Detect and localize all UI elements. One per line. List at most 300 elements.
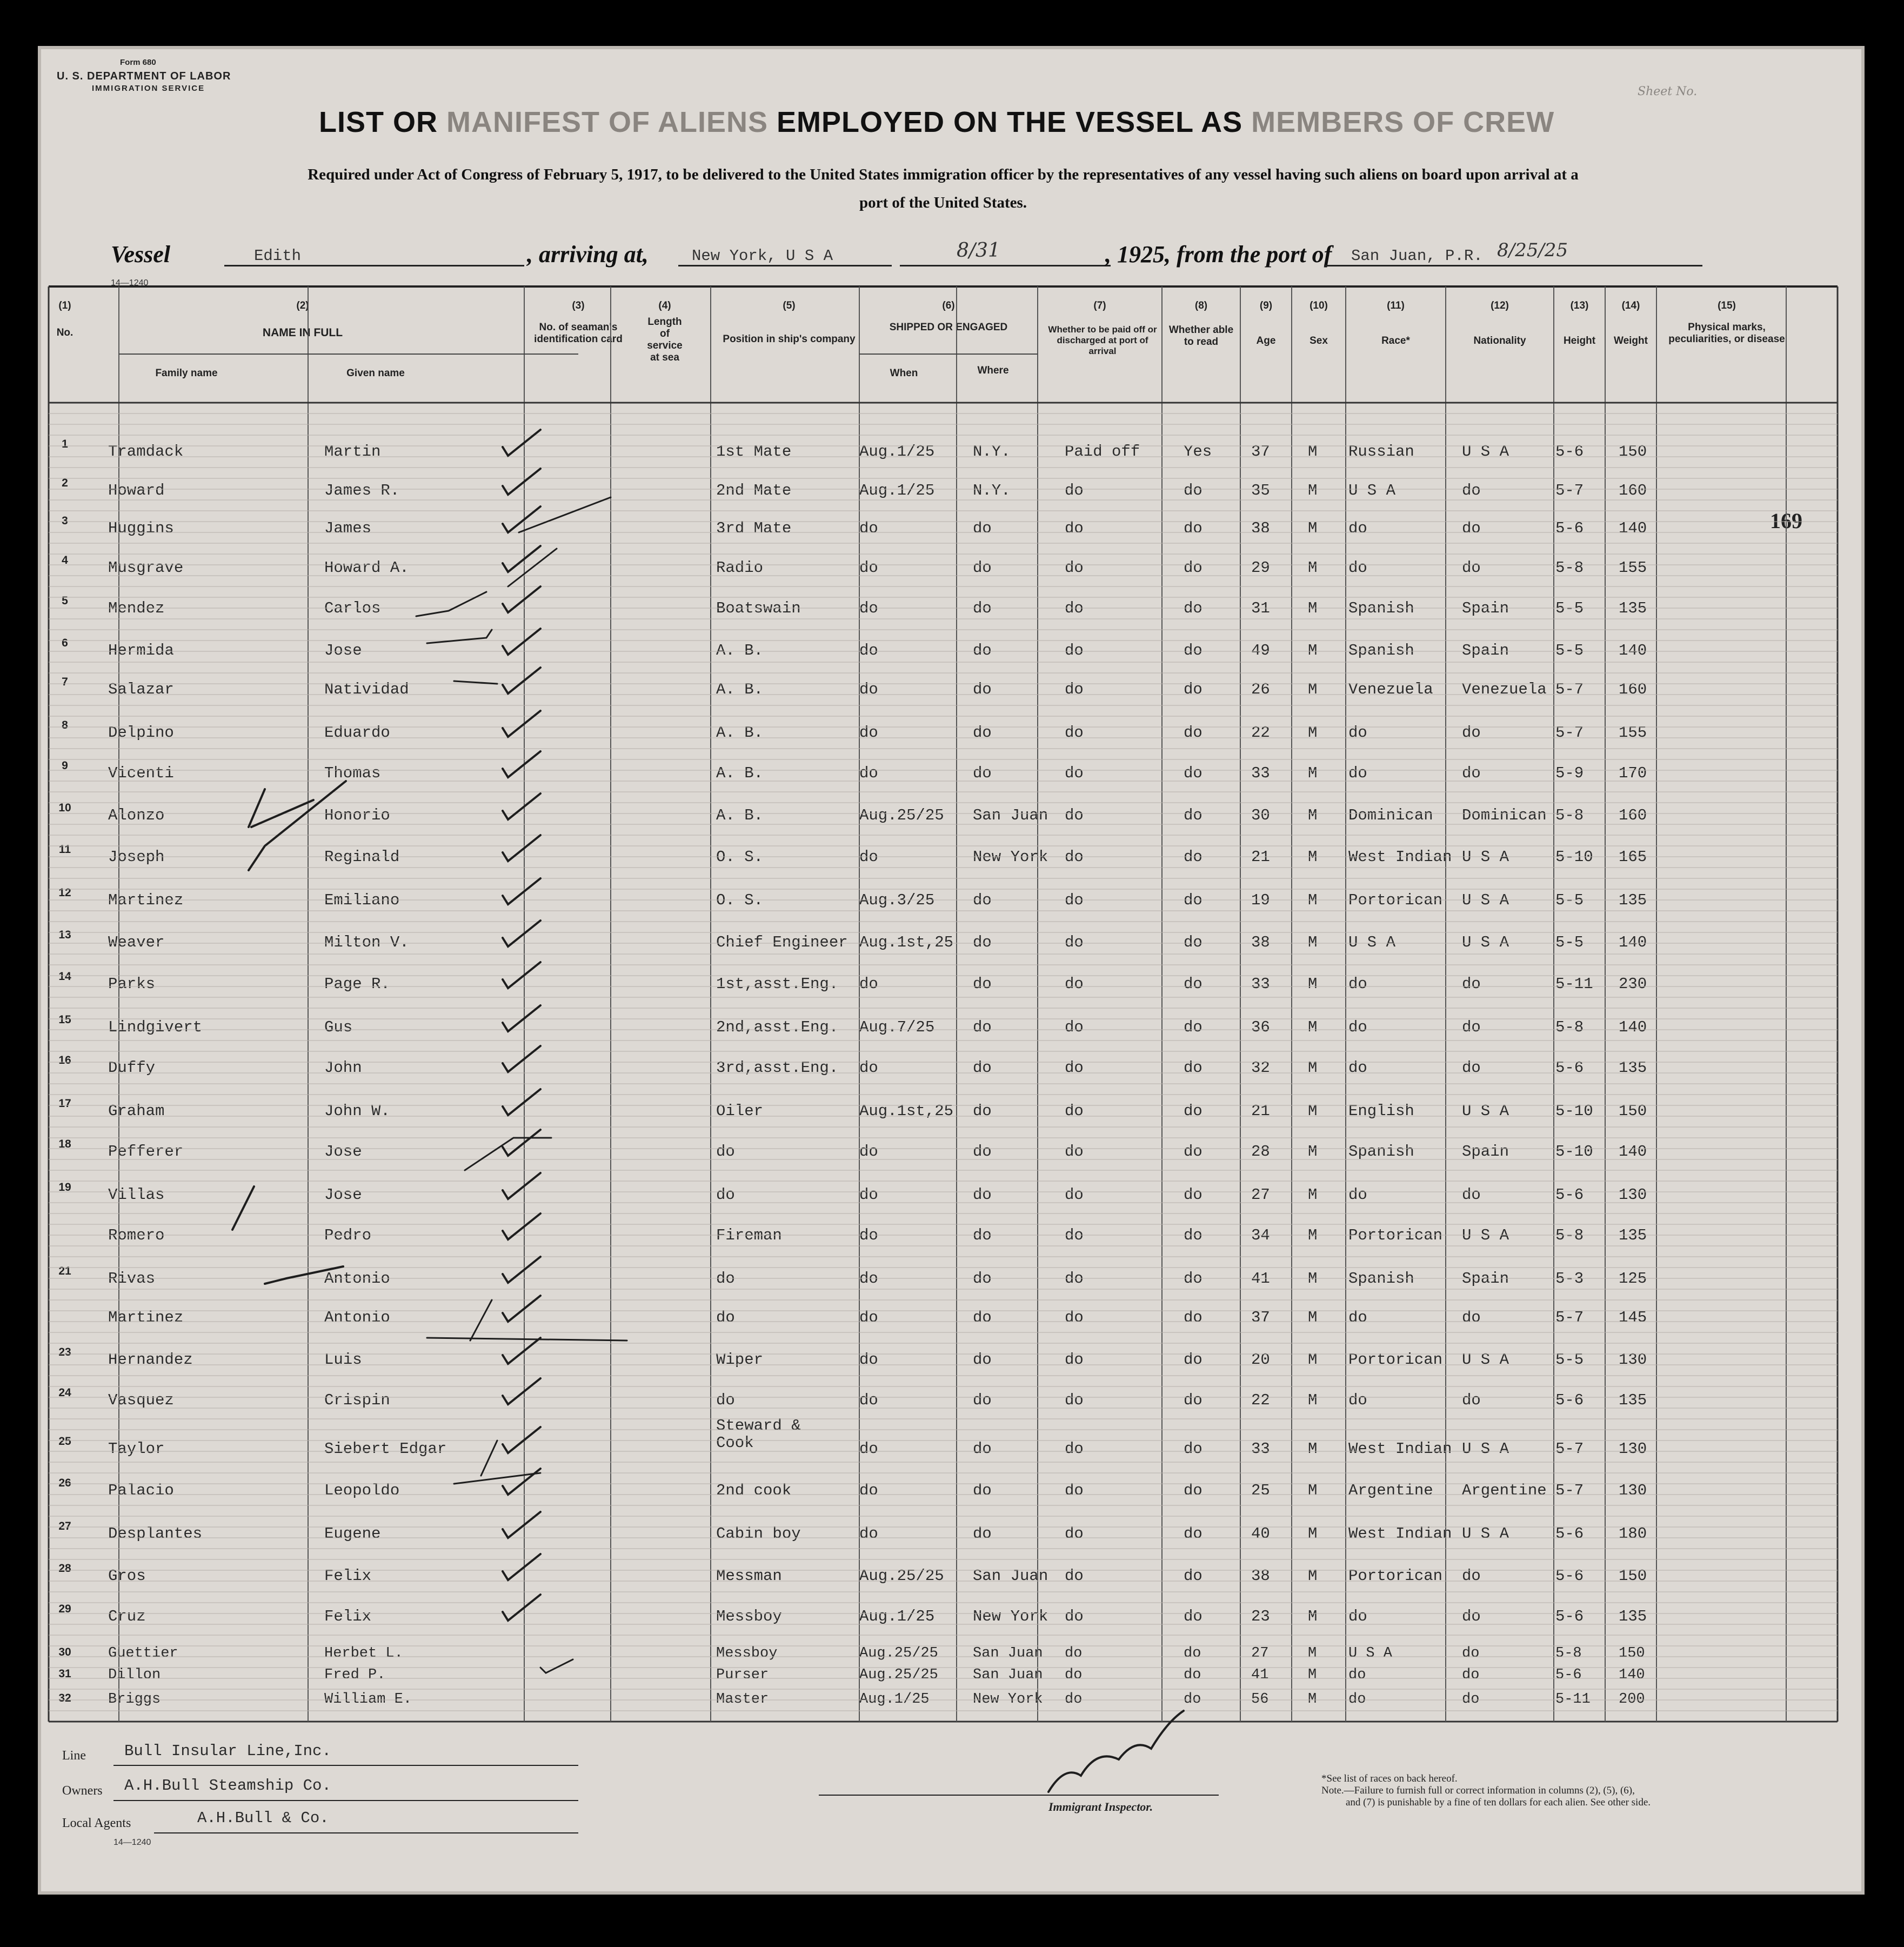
cell-age: 21 xyxy=(1251,1102,1270,1120)
cell-paid: Paid off xyxy=(1065,443,1140,461)
cell-sex: M xyxy=(1308,1143,1318,1161)
cell-paid: do xyxy=(1065,1525,1084,1543)
cell-read: do xyxy=(1184,1059,1202,1077)
checkmark-icon xyxy=(503,668,540,694)
cell-sex: M xyxy=(1308,1018,1318,1036)
cell-paid: do xyxy=(1065,642,1084,659)
cell-given: Martin xyxy=(324,443,381,461)
cell-nationality: do xyxy=(1462,1667,1480,1683)
col-2-family: Family name xyxy=(155,368,218,379)
row-number: 25 xyxy=(58,1435,71,1448)
cell-height: 5-8 xyxy=(1555,1645,1582,1662)
cell-position: Messman xyxy=(716,1567,782,1585)
cell-when: Aug.1/25 xyxy=(859,443,935,461)
cell-given: James xyxy=(324,519,372,537)
cell-nationality: U S A xyxy=(1462,1525,1509,1543)
cell-given: Felix xyxy=(324,1567,372,1585)
cell-nationality: U S A xyxy=(1462,443,1509,461)
cell-given: Antonio xyxy=(324,1309,390,1326)
cell-height: 5-6 xyxy=(1555,1567,1584,1585)
cell-paid: do xyxy=(1065,891,1084,909)
cell-paid: do xyxy=(1065,1186,1084,1204)
cell-weight: 135 xyxy=(1619,891,1647,909)
cell-weight: 200 xyxy=(1619,1691,1645,1708)
year-label: , 1925, from the port of xyxy=(1105,241,1332,268)
col-7-label: Whether to be paid off or discharged at port of arrival xyxy=(1048,324,1157,356)
cell-where: do xyxy=(973,642,992,659)
cell-race: Russian xyxy=(1348,443,1414,461)
cell-sex: M xyxy=(1308,1691,1317,1708)
cell-read: do xyxy=(1184,519,1202,537)
cell-age: 49 xyxy=(1251,642,1270,659)
cell-read: do xyxy=(1184,1186,1202,1204)
cell-where: N.Y. xyxy=(973,482,1011,499)
cell-given: Pedro xyxy=(324,1226,372,1244)
cell-given: William E. xyxy=(324,1691,412,1708)
row-number: 23 xyxy=(58,1346,71,1358)
cell-sex: M xyxy=(1308,1186,1318,1204)
cell-race: English xyxy=(1348,1102,1414,1120)
cell-height: 5-6 xyxy=(1555,1186,1584,1204)
cell-read: do xyxy=(1184,1351,1202,1369)
cell-race: do xyxy=(1348,1667,1366,1683)
form-code-bottom: 14—1240 xyxy=(113,1838,151,1847)
row-number: 17 xyxy=(58,1097,71,1110)
cell-nationality: do xyxy=(1462,724,1481,742)
cell-position: Purser xyxy=(716,1667,769,1683)
footnote-line-3: and (7) is punishable by a fine of ten dollars for each alien. See other side. xyxy=(1346,1797,1651,1808)
cell-given: Leopoldo xyxy=(324,1482,400,1499)
cell-height: 5-9 xyxy=(1555,764,1584,782)
checkmark-icon xyxy=(503,1046,540,1072)
cell-nationality: do xyxy=(1462,1645,1480,1662)
cell-position: 2nd cook xyxy=(716,1482,792,1499)
cell-paid: do xyxy=(1065,1018,1084,1036)
cell-where: San Juan xyxy=(973,1567,1048,1585)
col-9-label: Age xyxy=(1256,335,1276,346)
cell-height: 5-5 xyxy=(1555,599,1584,617)
cell-where: do xyxy=(973,1309,992,1326)
cell-given: Thomas xyxy=(324,764,381,782)
cell-where: do xyxy=(973,1525,992,1543)
cell-height: 5-8 xyxy=(1555,1018,1584,1036)
cell-sex: M xyxy=(1308,482,1318,499)
cell-where: do xyxy=(973,1440,992,1458)
col-1-label: No. xyxy=(56,327,74,338)
requirement-line-2: port of the United States. xyxy=(859,194,1027,211)
cell-when: do xyxy=(859,1226,878,1244)
cell-when: do xyxy=(859,1482,878,1499)
cell-where: do xyxy=(973,1270,992,1288)
cell-given: Page R. xyxy=(324,975,390,993)
from-port: San Juan, P.R. xyxy=(1351,247,1483,265)
form-number: Form 680 xyxy=(120,58,156,67)
cell-when: do xyxy=(859,1525,878,1543)
cell-nationality: Spain xyxy=(1462,642,1509,659)
cell-position: A. B. xyxy=(716,806,764,824)
cell-position: Radio xyxy=(716,559,764,577)
cell-family: Musgrave xyxy=(108,559,184,577)
cell-family: Duffy xyxy=(108,1059,156,1077)
cell-weight: 135 xyxy=(1619,599,1647,617)
cell-position: Master xyxy=(716,1691,769,1708)
cell-where: do xyxy=(973,1351,992,1369)
cell-family: Parks xyxy=(108,975,156,993)
cell-given: Jose xyxy=(324,1186,362,1204)
cell-sex: M xyxy=(1308,1440,1318,1458)
checkmark-icon xyxy=(503,1427,540,1453)
cell-sex: M xyxy=(1308,1391,1318,1409)
cell-paid: do xyxy=(1065,681,1084,698)
cell-weight: 135 xyxy=(1619,1059,1647,1077)
cell-position: A. B. xyxy=(716,724,764,742)
cell-family: Vasquez xyxy=(108,1391,174,1409)
cell-height: 5-10 xyxy=(1555,1102,1593,1120)
row-number: 15 xyxy=(58,1013,71,1026)
row-number: 3 xyxy=(62,515,68,527)
checkmark-icon xyxy=(503,1595,540,1621)
cell-family: Romero xyxy=(108,1226,165,1244)
cell-nationality: do xyxy=(1462,1018,1481,1036)
cell-family: Guettier xyxy=(108,1645,178,1662)
checkmark-icon xyxy=(503,711,540,737)
cell-sex: M xyxy=(1308,848,1318,866)
checkmark-icon xyxy=(503,586,540,612)
cell-sex: M xyxy=(1308,1482,1318,1499)
col-11-label: Race* xyxy=(1381,335,1410,346)
cell-read: do xyxy=(1184,1309,1202,1326)
cell-weight: 155 xyxy=(1619,559,1647,577)
cell-race: Portorican xyxy=(1348,891,1443,909)
cell-family: Weaver xyxy=(108,934,165,951)
cell-read: do xyxy=(1184,806,1202,824)
cell-age: 27 xyxy=(1251,1186,1270,1204)
cell-position: A. B. xyxy=(716,642,764,659)
checkmark-icon xyxy=(503,1213,540,1239)
checkmark-icon xyxy=(503,962,540,988)
cell-race: Portorican xyxy=(1348,1567,1443,1585)
cell-nationality: do xyxy=(1462,1608,1481,1625)
cell-where: do xyxy=(973,975,992,993)
cell-read: do xyxy=(1184,681,1202,698)
cell-paid: do xyxy=(1065,599,1084,617)
cell-family: Martinez xyxy=(108,891,184,909)
row-number: 27 xyxy=(58,1520,71,1532)
cell-height: 5-10 xyxy=(1555,848,1593,866)
cell-position: Fireman xyxy=(716,1226,782,1244)
cell-paid: do xyxy=(1065,1691,1083,1708)
cell-sex: M xyxy=(1308,1309,1318,1326)
cell-race: U S A xyxy=(1348,934,1396,951)
cell-read: do xyxy=(1184,1102,1202,1120)
cell-read: do xyxy=(1184,724,1202,742)
cell-read: do xyxy=(1184,1440,1202,1458)
manifest-sheet xyxy=(38,46,1865,1895)
cell-given: Siebert Edgar xyxy=(324,1440,447,1458)
cell-nationality: U S A xyxy=(1462,891,1509,909)
cell-sex: M xyxy=(1308,681,1318,698)
cell-where: do xyxy=(973,1226,992,1244)
cell-paid: do xyxy=(1065,1226,1084,1244)
cell-height: 5-3 xyxy=(1555,1270,1584,1288)
cell-when: do xyxy=(859,1186,878,1204)
cell-read: do xyxy=(1184,1018,1202,1036)
col-6-label: SHIPPED OR ENGAGED xyxy=(889,322,1008,333)
row-number: 21 xyxy=(58,1265,71,1277)
pen-stroke xyxy=(416,592,486,616)
cell-when: Aug.25/25 xyxy=(859,1667,938,1683)
cell-read: Yes xyxy=(1184,443,1212,461)
cell-when: Aug.1/25 xyxy=(859,482,935,499)
row-number: 31 xyxy=(58,1668,71,1680)
cell-weight: 140 xyxy=(1619,1143,1647,1161)
cell-weight: 140 xyxy=(1619,1667,1645,1683)
cell-family: Pefferer xyxy=(108,1143,184,1161)
cell-age: 30 xyxy=(1251,806,1270,824)
cell-when: Aug.7/25 xyxy=(859,1018,935,1036)
cell-sex: M xyxy=(1308,1102,1318,1120)
cell-age: 35 xyxy=(1251,482,1270,499)
footnote-line-2: Note.—Failure to furnish full or correct information in columns (2), (5), (6), xyxy=(1321,1785,1635,1796)
row-number: 2 xyxy=(62,477,68,489)
cell-height: 5-8 xyxy=(1555,559,1584,577)
cell-age: 23 xyxy=(1251,1608,1270,1625)
cell-height: 5-5 xyxy=(1555,642,1584,659)
cell-nationality: do xyxy=(1462,1391,1481,1409)
cell-read: do xyxy=(1184,1608,1202,1625)
checkmark-icon xyxy=(265,1266,343,1284)
row-number: 28 xyxy=(58,1562,71,1575)
cell-sex: M xyxy=(1308,642,1318,659)
cell-where: New York xyxy=(973,1608,1048,1625)
arrival-date: 8/31 xyxy=(957,239,1000,262)
requirement-line-1: Required under Act of Congress of February 5, 1917, to be delivered to the United States immigration officer by the representatives of any vessel having such aliens on board upon arrival at a xyxy=(308,166,1579,183)
cell-height: 5-7 xyxy=(1555,482,1584,499)
cell-when: do xyxy=(859,1143,878,1161)
cell-height: 5-11 xyxy=(1555,1691,1591,1708)
cell-where: do xyxy=(973,1059,992,1077)
cell-weight: 145 xyxy=(1619,1309,1647,1326)
cell-family: Huggins xyxy=(108,519,174,537)
cell-when: Aug.1st,25 xyxy=(859,1102,954,1120)
cell-nationality: U S A xyxy=(1462,1351,1509,1369)
cell-nationality: Spain xyxy=(1462,599,1509,617)
cell-weight: 230 xyxy=(1619,975,1647,993)
cell-race: do xyxy=(1348,1018,1367,1036)
cell-position: 2nd,asst.Eng. xyxy=(716,1018,839,1036)
cell-when: do xyxy=(859,519,878,537)
row-number: 9 xyxy=(62,759,68,772)
cell-read: do xyxy=(1184,642,1202,659)
cell-position: do xyxy=(716,1143,735,1161)
cell-paid: do xyxy=(1065,1102,1084,1120)
cell-race: Spanish xyxy=(1348,642,1414,659)
cell-paid: do xyxy=(1065,806,1084,824)
cell-nationality: U S A xyxy=(1462,1102,1509,1120)
cell-read: do xyxy=(1184,1567,1202,1585)
cell-given: John W. xyxy=(324,1102,390,1120)
cell-position: do xyxy=(716,1391,735,1409)
cell-sex: M xyxy=(1308,891,1318,909)
cell-paid: do xyxy=(1065,1667,1083,1683)
col-14-num: (14) xyxy=(1621,300,1640,311)
cell-race: do xyxy=(1348,559,1367,577)
row-number: 10 xyxy=(58,802,71,814)
col-5-num: (5) xyxy=(783,300,796,311)
checkmark-icon xyxy=(503,751,540,777)
cell-race: Dominican xyxy=(1348,806,1433,824)
cell-position: Chief Engineer xyxy=(716,934,848,951)
stamp-number: 169 xyxy=(1770,509,1802,533)
cell-position: A. B. xyxy=(716,764,764,782)
cell-nationality: do xyxy=(1462,1567,1481,1585)
cell-when: Aug.25/25 xyxy=(859,1645,938,1662)
cell-age: 28 xyxy=(1251,1143,1270,1161)
arriving-label: , arriving at, xyxy=(527,241,649,268)
col-13-num: (13) xyxy=(1570,300,1589,311)
cell-paid: do xyxy=(1065,1440,1084,1458)
cell-age: 33 xyxy=(1251,975,1270,993)
cell-height: 5-5 xyxy=(1555,1351,1584,1369)
row-number: 32 xyxy=(58,1692,71,1704)
row-number: 14 xyxy=(58,970,71,983)
cell-read: do xyxy=(1184,482,1202,499)
cell-age: 38 xyxy=(1251,1567,1270,1585)
cell-where: do xyxy=(973,934,992,951)
cell-family: Howard xyxy=(108,482,165,499)
cell-weight: 170 xyxy=(1619,764,1647,782)
cell-where: San Juan xyxy=(973,806,1048,824)
cell-sex: M xyxy=(1308,1059,1318,1077)
row-number: 7 xyxy=(62,676,68,688)
cell-family: Graham xyxy=(108,1102,165,1120)
arriving-port: New York, U S A xyxy=(692,247,833,265)
cell-position: Wiper xyxy=(716,1351,764,1369)
cell-nationality: U S A xyxy=(1462,1440,1509,1458)
cell-race: U S A xyxy=(1348,482,1396,499)
cell-read: do xyxy=(1184,1226,1202,1244)
col-3-label: No. of seaman's identification card xyxy=(534,322,623,345)
cell-where: do xyxy=(973,519,992,537)
cell-race: Portorican xyxy=(1348,1226,1443,1244)
cell-nationality: do xyxy=(1462,764,1481,782)
checkmark-icon xyxy=(503,835,540,861)
cell-age: 25 xyxy=(1251,1482,1270,1499)
cell-race: do xyxy=(1348,1059,1367,1077)
col-4-num: (4) xyxy=(658,300,671,311)
cell-given: Eduardo xyxy=(324,724,390,742)
cell-position: 2nd Mate xyxy=(716,482,792,499)
owners-value: A.H.Bull Steamship Co. xyxy=(124,1777,331,1795)
row-number: 1 xyxy=(62,438,68,450)
checkmark-icon xyxy=(503,506,540,532)
cell-age: 37 xyxy=(1251,1309,1270,1326)
cell-weight: 150 xyxy=(1619,1102,1647,1120)
cell-height: 5-10 xyxy=(1555,1143,1593,1161)
col-10-label: Sex xyxy=(1310,335,1328,346)
cell-where: do xyxy=(973,1018,992,1036)
cell-paid: do xyxy=(1065,724,1084,742)
cell-when: do xyxy=(859,1309,878,1326)
cell-height: 5-7 xyxy=(1555,1309,1584,1326)
cell-race: do xyxy=(1348,1391,1367,1409)
cell-when: Aug.3/25 xyxy=(859,891,935,909)
cell-sex: M xyxy=(1308,764,1318,782)
pen-stroke xyxy=(519,497,611,532)
col-14-label: Weight xyxy=(1614,335,1648,346)
row-number: 8 xyxy=(62,719,68,731)
cell-family: Salazar xyxy=(108,681,174,698)
row-number: 16 xyxy=(58,1054,71,1066)
cell-sex: M xyxy=(1308,1226,1318,1244)
cell-read: do xyxy=(1184,1667,1201,1683)
cell-race: do xyxy=(1348,519,1367,537)
cell-weight: 160 xyxy=(1619,681,1647,698)
cell-height: 5-6 xyxy=(1555,1608,1584,1625)
title-part-b: MANIFEST OF ALIENS xyxy=(446,106,777,138)
col-3-num: (3) xyxy=(572,300,585,311)
cell-age: 41 xyxy=(1251,1667,1269,1683)
checkmark-icon xyxy=(503,629,540,655)
cell-family: Cruz xyxy=(108,1608,146,1625)
col-7-num: (7) xyxy=(1093,300,1106,311)
cell-position: O. S. xyxy=(716,848,764,866)
inspector-label: Immigrant Inspector. xyxy=(1048,1800,1153,1813)
cell-weight: 150 xyxy=(1619,1567,1647,1585)
checkmark-icon xyxy=(503,921,540,946)
cell-height: 5-6 xyxy=(1555,1667,1582,1683)
row-number: 5 xyxy=(62,595,68,607)
cell-when: do xyxy=(859,764,878,782)
cell-family: Briggs xyxy=(108,1691,161,1708)
cell-weight: 130 xyxy=(1619,1482,1647,1499)
cell-family: Alonzo xyxy=(108,806,165,824)
cell-given: Crispin xyxy=(324,1391,390,1409)
cell-sex: M xyxy=(1308,1525,1318,1543)
cell-where: San Juan xyxy=(973,1667,1043,1683)
cell-position: do xyxy=(716,1270,735,1288)
cell-nationality: do xyxy=(1462,1309,1481,1326)
checkmark-icon xyxy=(503,1296,540,1322)
cell-family: Rivas xyxy=(108,1270,156,1288)
cell-family: Villas xyxy=(108,1186,165,1204)
cell-position: Oiler xyxy=(716,1102,764,1120)
col-15-num: (15) xyxy=(1718,300,1736,311)
row-number: 24 xyxy=(58,1386,71,1399)
cell-paid: do xyxy=(1065,482,1084,499)
cell-where: N.Y. xyxy=(973,443,1011,461)
cell-position: Messboy xyxy=(716,1645,778,1662)
cell-sex: M xyxy=(1308,1667,1317,1683)
cell-given: Natividad xyxy=(324,681,409,698)
col-12-label: Nationality xyxy=(1473,335,1526,346)
row-number: 12 xyxy=(58,886,71,899)
cell-when: do xyxy=(859,642,878,659)
col-9-num: (9) xyxy=(1259,300,1273,311)
cell-read: do xyxy=(1184,1270,1202,1288)
cell-paid: do xyxy=(1065,1391,1084,1409)
cell-weight: 155 xyxy=(1619,724,1647,742)
cell-where: New York xyxy=(973,1691,1043,1708)
cell-when: Aug.25/25 xyxy=(859,806,944,824)
cell-age: 31 xyxy=(1251,599,1270,617)
cell-given: Howard A. xyxy=(324,559,409,577)
inspector-signature xyxy=(1048,1711,1184,1792)
cell-given: Gus xyxy=(324,1018,353,1036)
row-number: 11 xyxy=(58,843,71,856)
cell-weight: 130 xyxy=(1619,1186,1647,1204)
line-label: Line xyxy=(62,1749,86,1763)
